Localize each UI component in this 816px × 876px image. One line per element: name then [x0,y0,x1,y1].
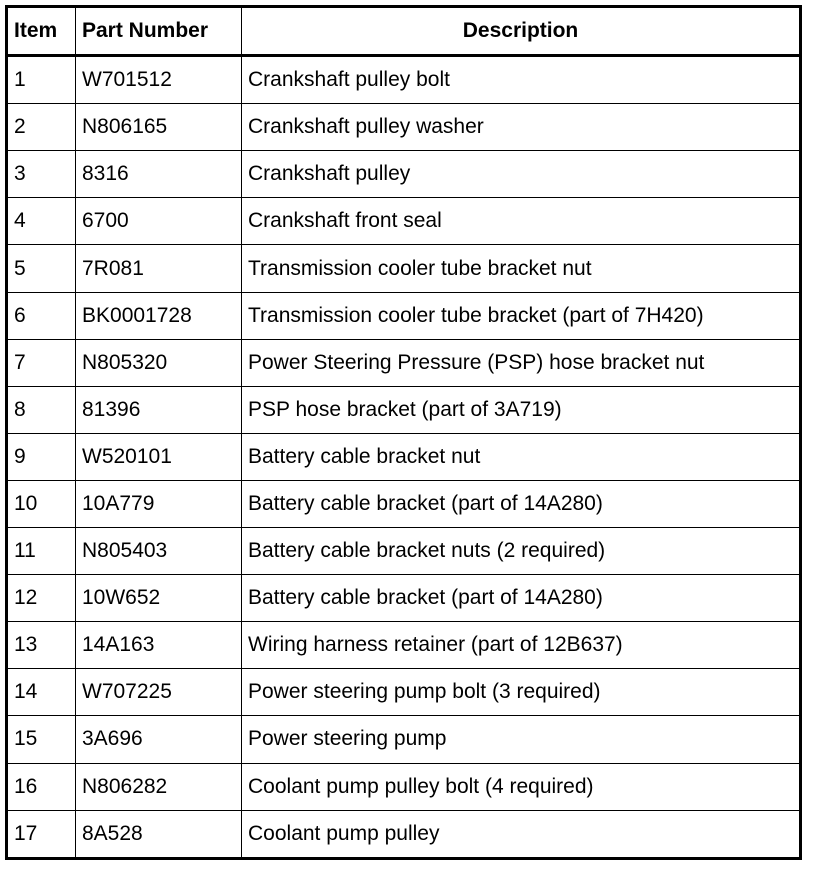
part-number-cell: N805403 [76,528,242,575]
description-cell: Transmission cooler tube bracket nut [242,245,801,292]
column-header-part-number: Part Number [76,7,242,56]
item-cell: 8 [7,386,76,433]
part-number-cell: 7R081 [76,245,242,292]
part-number-cell: W707225 [76,669,242,716]
description-cell: Battery cable bracket (part of 14A280) [242,575,801,622]
table-row [7,480,801,527]
item-cell: 7 [7,339,76,386]
table-row [7,151,801,198]
description-cell: Crankshaft front seal [242,198,801,245]
part-number-cell: 6700 [76,198,242,245]
item-cell: 1 [7,56,76,104]
description-cell: Coolant pump pulley [242,810,801,858]
table-row [7,433,801,480]
table-row [7,622,801,669]
item-cell: 16 [7,763,76,810]
description-cell: Coolant pump pulley bolt (4 required) [242,763,801,810]
item-cell: 12 [7,575,76,622]
table-row [7,245,801,292]
item-cell: 3 [7,151,76,198]
description-cell: Crankshaft pulley [242,151,801,198]
description-cell: Battery cable bracket (part of 14A280) [242,480,801,527]
table-row [7,810,801,858]
table-body [7,56,801,859]
table-row [7,104,801,151]
table-header [7,7,801,56]
table-row [7,198,801,245]
item-cell: 9 [7,433,76,480]
part-number-cell: 14A163 [76,622,242,669]
table-row [7,669,801,716]
description-cell: Crankshaft pulley washer [242,104,801,151]
header-row [7,7,801,56]
description-cell: Power Steering Pressure (PSP) hose bracket nut [242,339,801,386]
item-cell: 15 [7,716,76,763]
part-number-cell: 8316 [76,151,242,198]
table-row [7,56,801,104]
description-cell: Power steering pump bolt (3 required) [242,669,801,716]
description-cell: Battery cable bracket nuts (2 required) [242,528,801,575]
item-cell: 2 [7,104,76,151]
description-cell: Wiring harness retainer (part of 12B637) [242,622,801,669]
description-cell: Crankshaft pulley bolt [242,56,801,104]
description-cell: Battery cable bracket nut [242,433,801,480]
item-cell: 4 [7,198,76,245]
parts-table [5,5,802,860]
part-number-cell: 81396 [76,386,242,433]
table-row [7,716,801,763]
table-row [7,528,801,575]
table-row [7,575,801,622]
part-number-cell: N806282 [76,763,242,810]
part-number-cell: N805320 [76,339,242,386]
item-cell: 5 [7,245,76,292]
item-cell: 13 [7,622,76,669]
item-cell: 14 [7,669,76,716]
item-cell: 6 [7,292,76,339]
description-cell: Transmission cooler tube bracket (part of 7H420) [242,292,801,339]
part-number-cell: 3A696 [76,716,242,763]
table-row [7,339,801,386]
description-cell: Power steering pump [242,716,801,763]
part-number-cell: 10W652 [76,575,242,622]
item-cell: 10 [7,480,76,527]
part-number-cell: 10A779 [76,480,242,527]
part-number-cell: W701512 [76,56,242,104]
table-row [7,386,801,433]
description-cell: PSP hose bracket (part of 3A719) [242,386,801,433]
part-number-cell: 8A528 [76,810,242,858]
item-cell: 11 [7,528,76,575]
part-number-cell: N806165 [76,104,242,151]
column-header-item: Item [7,7,76,56]
part-number-cell: W520101 [76,433,242,480]
part-number-cell: BK0001728 [76,292,242,339]
table-row [7,292,801,339]
item-cell: 17 [7,810,76,858]
column-header-description: Description [242,7,801,56]
table-row [7,763,801,810]
